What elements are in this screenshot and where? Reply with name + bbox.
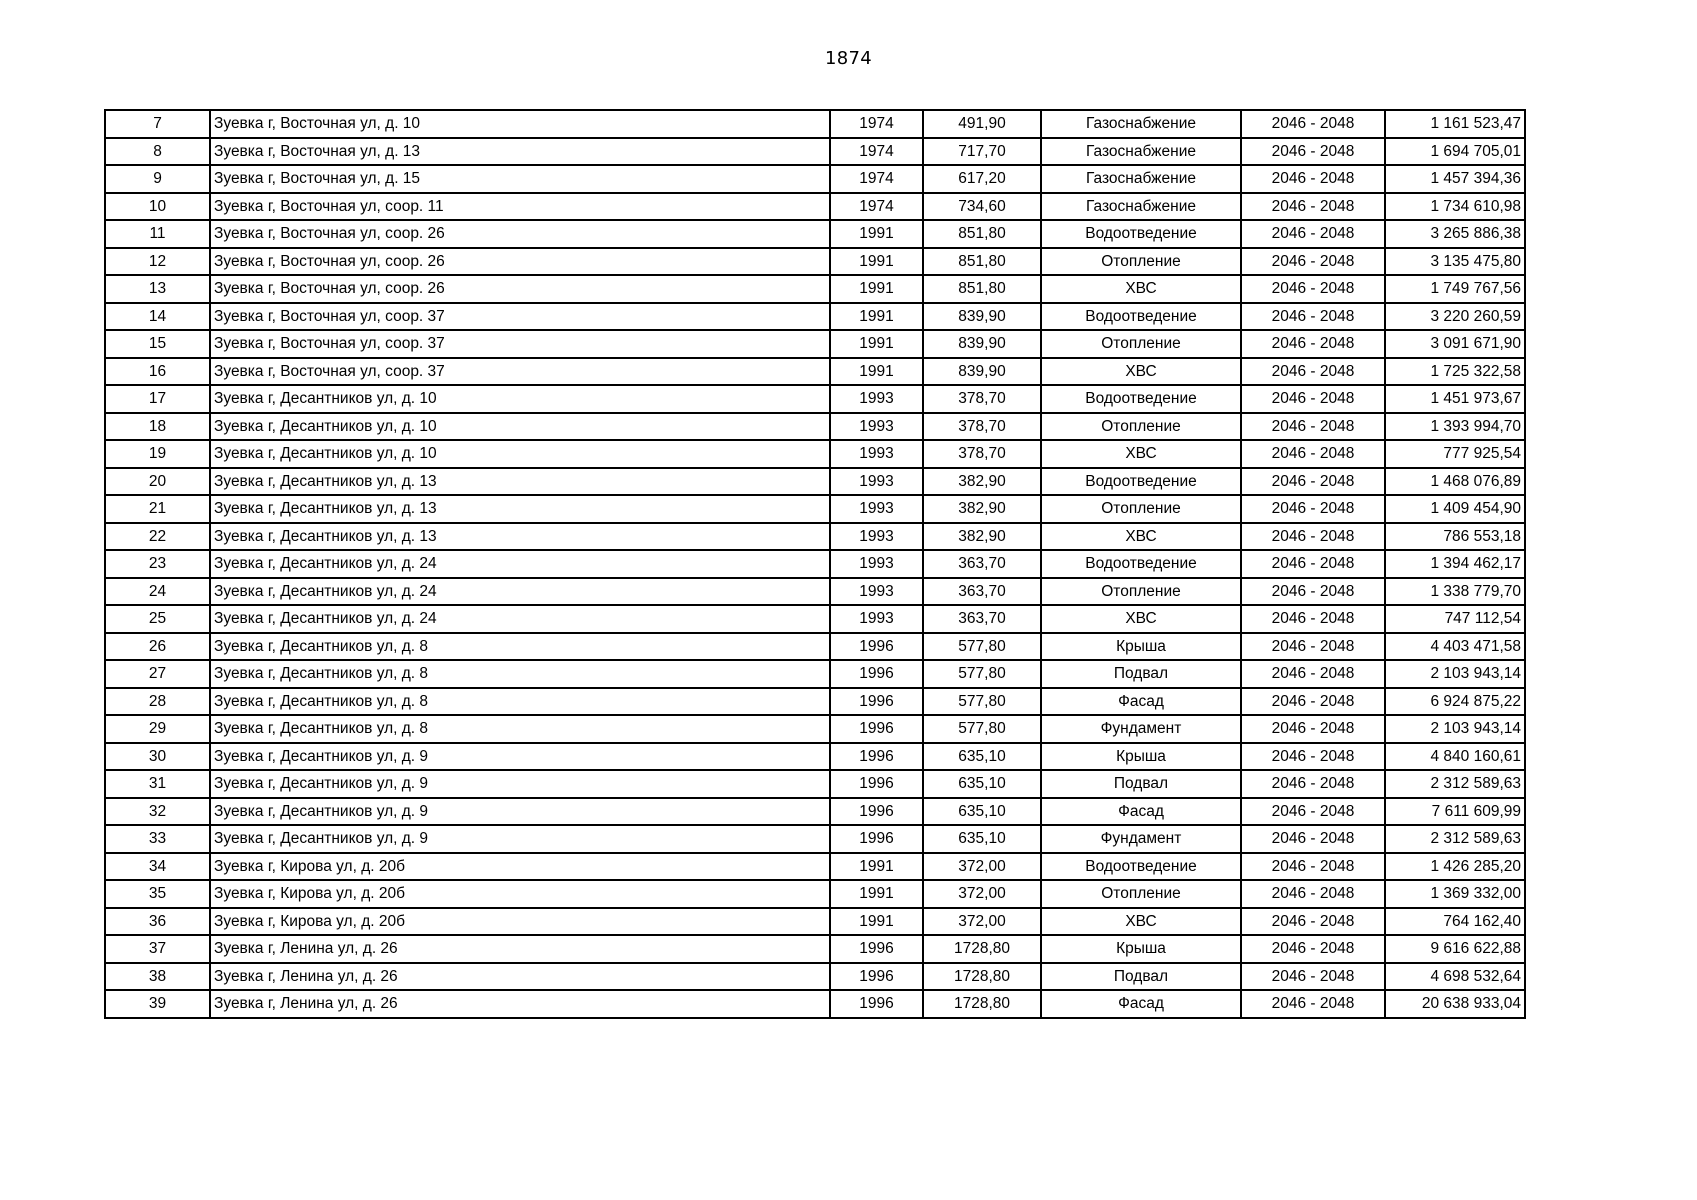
table-row [105,248,1525,276]
address-cell: Зуевка г, Десантников ул, д. 10 [210,440,830,468]
period-cell: 2046 - 2048 [1241,110,1385,138]
year-built-cell: 1991 [830,880,923,908]
table-row [105,193,1525,221]
table-row [105,853,1525,881]
cost-cell: 9 616 622,88 [1385,935,1525,963]
address-cell: Зуевка г, Десантников ул, д. 8 [210,633,830,661]
address-cell: Зуевка г, Десантников ул, д. 24 [210,550,830,578]
year-built-cell: 1991 [830,248,923,276]
area-cell: 372,00 [923,880,1041,908]
work-type-cell: Газоснабжение [1041,138,1241,166]
work-type-cell: Водоотведение [1041,853,1241,881]
year-built-cell: 1991 [830,275,923,303]
address-cell: Зуевка г, Десантников ул, д. 8 [210,660,830,688]
area-cell: 372,00 [923,908,1041,936]
year-built-cell: 1991 [830,908,923,936]
work-type-cell: ХВС [1041,523,1241,551]
work-type-cell: Подвал [1041,963,1241,991]
address-cell: Зуевка г, Десантников ул, д. 8 [210,688,830,716]
row-number-cell: 15 [105,330,210,358]
address-cell: Зуевка г, Десантников ул, д. 8 [210,715,830,743]
table-row [105,633,1525,661]
row-number-cell: 25 [105,605,210,633]
address-cell: Зуевка г, Десантников ул, д. 24 [210,605,830,633]
period-cell: 2046 - 2048 [1241,138,1385,166]
area-cell: 382,90 [923,495,1041,523]
period-cell: 2046 - 2048 [1241,358,1385,386]
year-built-cell: 1974 [830,193,923,221]
cost-cell: 6 924 875,22 [1385,688,1525,716]
area-cell: 1728,80 [923,935,1041,963]
address-cell: Зуевка г, Десантников ул, д. 9 [210,798,830,826]
year-built-cell: 1996 [830,990,923,1018]
area-cell: 577,80 [923,633,1041,661]
period-cell: 2046 - 2048 [1241,550,1385,578]
year-built-cell: 1993 [830,468,923,496]
table-row [105,413,1525,441]
period-cell: 2046 - 2048 [1241,798,1385,826]
work-type-cell: Отопление [1041,578,1241,606]
work-type-cell: Газоснабжение [1041,110,1241,138]
cost-cell: 3 220 260,59 [1385,303,1525,331]
cost-cell: 1 694 705,01 [1385,138,1525,166]
work-type-cell: ХВС [1041,440,1241,468]
period-cell: 2046 - 2048 [1241,935,1385,963]
table-row [105,358,1525,386]
address-cell: Зуевка г, Восточная ул, соор. 37 [210,358,830,386]
area-cell: 363,70 [923,550,1041,578]
year-built-cell: 1996 [830,688,923,716]
cost-cell: 1 369 332,00 [1385,880,1525,908]
work-type-cell: ХВС [1041,275,1241,303]
cost-cell: 20 638 933,04 [1385,990,1525,1018]
row-number-cell: 27 [105,660,210,688]
cost-cell: 4 840 160,61 [1385,743,1525,771]
period-cell: 2046 - 2048 [1241,248,1385,276]
table-row [105,880,1525,908]
cost-cell: 3 091 671,90 [1385,330,1525,358]
area-cell: 617,20 [923,165,1041,193]
address-cell: Зуевка г, Восточная ул, соор. 37 [210,303,830,331]
year-built-cell: 1996 [830,798,923,826]
area-cell: 378,70 [923,440,1041,468]
address-cell: Зуевка г, Десантников ул, д. 13 [210,468,830,496]
address-cell: Зуевка г, Десантников ул, д. 9 [210,825,830,853]
area-cell: 734,60 [923,193,1041,221]
work-type-cell: Водоотведение [1041,303,1241,331]
period-cell: 2046 - 2048 [1241,963,1385,991]
row-number-cell: 35 [105,880,210,908]
year-built-cell: 1993 [830,440,923,468]
area-cell: 372,00 [923,853,1041,881]
table-row [105,523,1525,551]
address-cell: Зуевка г, Восточная ул, д. 15 [210,165,830,193]
work-type-cell: Крыша [1041,935,1241,963]
row-number-cell: 31 [105,770,210,798]
row-number-cell: 16 [105,358,210,386]
table-row [105,715,1525,743]
row-number-cell: 39 [105,990,210,1018]
cost-cell: 1 409 454,90 [1385,495,1525,523]
table-row [105,220,1525,248]
area-cell: 363,70 [923,578,1041,606]
period-cell: 2046 - 2048 [1241,385,1385,413]
period-cell: 2046 - 2048 [1241,193,1385,221]
period-cell: 2046 - 2048 [1241,743,1385,771]
cost-cell: 1 161 523,47 [1385,110,1525,138]
cost-cell: 786 553,18 [1385,523,1525,551]
year-built-cell: 1991 [830,303,923,331]
table-body [105,110,1525,1018]
period-cell: 2046 - 2048 [1241,220,1385,248]
work-type-cell: Фундамент [1041,715,1241,743]
work-type-cell: Отопление [1041,330,1241,358]
row-number-cell: 38 [105,963,210,991]
period-cell: 2046 - 2048 [1241,770,1385,798]
cost-cell: 764 162,40 [1385,908,1525,936]
area-cell: 851,80 [923,248,1041,276]
table-row [105,688,1525,716]
area-cell: 378,70 [923,413,1041,441]
work-type-cell: Водоотведение [1041,385,1241,413]
row-number-cell: 33 [105,825,210,853]
year-built-cell: 1993 [830,385,923,413]
table-row [105,330,1525,358]
period-cell: 2046 - 2048 [1241,908,1385,936]
cost-cell: 1 338 779,70 [1385,578,1525,606]
row-number-cell: 20 [105,468,210,496]
year-built-cell: 1996 [830,935,923,963]
cost-cell: 2 312 589,63 [1385,825,1525,853]
address-cell: Зуевка г, Десантников ул, д. 24 [210,578,830,606]
period-cell: 2046 - 2048 [1241,440,1385,468]
cost-cell: 1 393 994,70 [1385,413,1525,441]
cost-cell: 3 265 886,38 [1385,220,1525,248]
cost-cell: 1 725 322,58 [1385,358,1525,386]
work-type-cell: Фасад [1041,990,1241,1018]
address-cell: Зуевка г, Кирова ул, д. 20б [210,908,830,936]
work-type-cell: Подвал [1041,660,1241,688]
cost-cell: 1 426 285,20 [1385,853,1525,881]
area-cell: 851,80 [923,220,1041,248]
work-type-cell: Отопление [1041,413,1241,441]
year-built-cell: 1991 [830,220,923,248]
table-row [105,165,1525,193]
period-cell: 2046 - 2048 [1241,633,1385,661]
address-cell: Зуевка г, Ленина ул, д. 26 [210,935,830,963]
row-number-cell: 24 [105,578,210,606]
work-type-cell: Подвал [1041,770,1241,798]
table-row [105,440,1525,468]
period-cell: 2046 - 2048 [1241,880,1385,908]
work-type-cell: Отопление [1041,495,1241,523]
row-number-cell: 18 [105,413,210,441]
cost-cell: 4 698 532,64 [1385,963,1525,991]
table-row [105,550,1525,578]
period-cell: 2046 - 2048 [1241,578,1385,606]
work-type-cell: Газоснабжение [1041,165,1241,193]
row-number-cell: 11 [105,220,210,248]
period-cell: 2046 - 2048 [1241,165,1385,193]
address-cell: Зуевка г, Десантников ул, д. 13 [210,495,830,523]
repair-schedule-table [104,109,1526,1019]
area-cell: 851,80 [923,275,1041,303]
address-cell: Зуевка г, Восточная ул, соор. 11 [210,193,830,221]
row-number-cell: 36 [105,908,210,936]
row-number-cell: 22 [105,523,210,551]
area-cell: 577,80 [923,688,1041,716]
cost-cell: 4 403 471,58 [1385,633,1525,661]
table-row [105,275,1525,303]
row-number-cell: 7 [105,110,210,138]
cost-cell: 1 451 973,67 [1385,385,1525,413]
year-built-cell: 1996 [830,633,923,661]
work-type-cell: Водоотведение [1041,550,1241,578]
period-cell: 2046 - 2048 [1241,413,1385,441]
period-cell: 2046 - 2048 [1241,468,1385,496]
period-cell: 2046 - 2048 [1241,605,1385,633]
year-built-cell: 1993 [830,605,923,633]
year-built-cell: 1996 [830,715,923,743]
area-cell: 635,10 [923,743,1041,771]
area-cell: 378,70 [923,385,1041,413]
area-cell: 577,80 [923,715,1041,743]
work-type-cell: Газоснабжение [1041,193,1241,221]
table-row [105,908,1525,936]
period-cell: 2046 - 2048 [1241,688,1385,716]
row-number-cell: 21 [105,495,210,523]
year-built-cell: 1974 [830,110,923,138]
table-row [105,468,1525,496]
year-built-cell: 1991 [830,330,923,358]
year-built-cell: 1974 [830,138,923,166]
row-number-cell: 34 [105,853,210,881]
address-cell: Зуевка г, Восточная ул, соор. 26 [210,275,830,303]
table-row [105,578,1525,606]
area-cell: 1728,80 [923,963,1041,991]
year-built-cell: 1996 [830,770,923,798]
area-cell: 839,90 [923,303,1041,331]
row-number-cell: 26 [105,633,210,661]
work-type-cell: ХВС [1041,605,1241,633]
table-row [105,935,1525,963]
year-built-cell: 1993 [830,413,923,441]
row-number-cell: 17 [105,385,210,413]
work-type-cell: Отопление [1041,248,1241,276]
year-built-cell: 1974 [830,165,923,193]
address-cell: Зуевка г, Кирова ул, д. 20б [210,853,830,881]
work-type-cell: Фасад [1041,798,1241,826]
cost-cell: 777 925,54 [1385,440,1525,468]
period-cell: 2046 - 2048 [1241,495,1385,523]
cost-cell: 1 394 462,17 [1385,550,1525,578]
cost-cell: 1 749 767,56 [1385,275,1525,303]
cost-cell: 7 611 609,99 [1385,798,1525,826]
area-cell: 635,10 [923,798,1041,826]
area-cell: 635,10 [923,770,1041,798]
period-cell: 2046 - 2048 [1241,853,1385,881]
area-cell: 717,70 [923,138,1041,166]
table-row [105,770,1525,798]
work-type-cell: Отопление [1041,880,1241,908]
year-built-cell: 1996 [830,743,923,771]
period-cell: 2046 - 2048 [1241,523,1385,551]
cost-cell: 2 103 943,14 [1385,715,1525,743]
page-number: 1874 [824,48,872,69]
row-number-cell: 23 [105,550,210,578]
year-built-cell: 1993 [830,550,923,578]
address-cell: Зуевка г, Десантников ул, д. 9 [210,743,830,771]
area-cell: 491,90 [923,110,1041,138]
table-row [105,825,1525,853]
address-cell: Зуевка г, Восточная ул, д. 10 [210,110,830,138]
cost-cell: 747 112,54 [1385,605,1525,633]
table-row [105,385,1525,413]
area-cell: 1728,80 [923,990,1041,1018]
address-cell: Зуевка г, Ленина ул, д. 26 [210,990,830,1018]
year-built-cell: 1996 [830,963,923,991]
cost-cell: 1 734 610,98 [1385,193,1525,221]
period-cell: 2046 - 2048 [1241,330,1385,358]
period-cell: 2046 - 2048 [1241,303,1385,331]
year-built-cell: 1991 [830,853,923,881]
table-row [105,303,1525,331]
area-cell: 635,10 [923,825,1041,853]
work-type-cell: Крыша [1041,633,1241,661]
table-row [105,110,1525,138]
row-number-cell: 32 [105,798,210,826]
row-number-cell: 28 [105,688,210,716]
table-row [105,605,1525,633]
row-number-cell: 10 [105,193,210,221]
work-type-cell: Фасад [1041,688,1241,716]
year-built-cell: 1993 [830,523,923,551]
year-built-cell: 1996 [830,660,923,688]
row-number-cell: 8 [105,138,210,166]
table-row [105,990,1525,1018]
row-number-cell: 12 [105,248,210,276]
work-type-cell: Фундамент [1041,825,1241,853]
address-cell: Зуевка г, Восточная ул, д. 13 [210,138,830,166]
table-row [105,743,1525,771]
work-type-cell: Водоотведение [1041,220,1241,248]
work-type-cell: ХВС [1041,908,1241,936]
table-row [105,798,1525,826]
period-cell: 2046 - 2048 [1241,275,1385,303]
row-number-cell: 13 [105,275,210,303]
year-built-cell: 1993 [830,495,923,523]
area-cell: 382,90 [923,523,1041,551]
cost-cell: 1 468 076,89 [1385,468,1525,496]
row-number-cell: 37 [105,935,210,963]
address-cell: Зуевка г, Восточная ул, соор. 37 [210,330,830,358]
address-cell: Зуевка г, Десантников ул, д. 13 [210,523,830,551]
table-row [105,963,1525,991]
table-row [105,138,1525,166]
area-cell: 382,90 [923,468,1041,496]
address-cell: Зуевка г, Десантников ул, д. 10 [210,385,830,413]
cost-cell: 3 135 475,80 [1385,248,1525,276]
area-cell: 577,80 [923,660,1041,688]
table-row [105,660,1525,688]
row-number-cell: 9 [105,165,210,193]
period-cell: 2046 - 2048 [1241,660,1385,688]
cost-cell: 2 312 589,63 [1385,770,1525,798]
cost-cell: 1 457 394,36 [1385,165,1525,193]
period-cell: 2046 - 2048 [1241,990,1385,1018]
work-type-cell: Водоотведение [1041,468,1241,496]
row-number-cell: 29 [105,715,210,743]
address-cell: Зуевка г, Восточная ул, соор. 26 [210,220,830,248]
area-cell: 839,90 [923,330,1041,358]
row-number-cell: 30 [105,743,210,771]
area-cell: 839,90 [923,358,1041,386]
period-cell: 2046 - 2048 [1241,715,1385,743]
address-cell: Зуевка г, Ленина ул, д. 26 [210,963,830,991]
row-number-cell: 19 [105,440,210,468]
area-cell: 363,70 [923,605,1041,633]
address-cell: Зуевка г, Восточная ул, соор. 26 [210,248,830,276]
year-built-cell: 1996 [830,825,923,853]
address-cell: Зуевка г, Десантников ул, д. 10 [210,413,830,441]
cost-cell: 2 103 943,14 [1385,660,1525,688]
address-cell: Зуевка г, Кирова ул, д. 20б [210,880,830,908]
row-number-cell: 14 [105,303,210,331]
year-built-cell: 1991 [830,358,923,386]
address-cell: Зуевка г, Десантников ул, д. 9 [210,770,830,798]
work-type-cell: Крыша [1041,743,1241,771]
table-row [105,495,1525,523]
year-built-cell: 1993 [830,578,923,606]
period-cell: 2046 - 2048 [1241,825,1385,853]
work-type-cell: ХВС [1041,358,1241,386]
